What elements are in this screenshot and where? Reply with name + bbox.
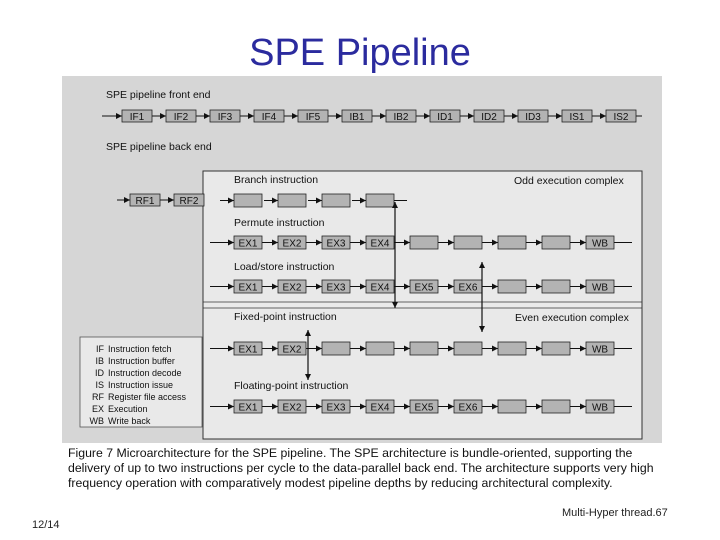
empty-stage	[366, 342, 394, 355]
stage-ex5-label: EX5	[414, 402, 434, 414]
stage-ex4-label: EX4	[370, 282, 390, 294]
stage-ex6-label: EX6	[458, 282, 478, 294]
legend-abbr-ex: EX	[91, 404, 104, 414]
legend-text-is: Instruction issue	[108, 380, 174, 390]
empty-stage	[454, 236, 482, 249]
stage-ex2-label: EX2	[282, 344, 302, 356]
empty-stage	[498, 236, 526, 249]
empty-stage	[542, 236, 570, 249]
slide-title: SPE Pipeline	[249, 32, 471, 74]
back-end-label: SPE pipeline back end	[106, 141, 212, 153]
front-arrow-head	[424, 113, 430, 119]
empty-stage	[498, 280, 526, 293]
pipeline-diagram	[62, 76, 662, 443]
branch-stage	[322, 194, 350, 207]
footer-label: Multi-Hyper thread.67	[562, 507, 668, 519]
empty-stage	[322, 342, 350, 355]
front-arrow-head	[248, 113, 254, 119]
front-stage-is1-label: IS1	[569, 112, 585, 123]
front-arrow-head	[380, 113, 386, 119]
front-stage-id1-label: ID1	[437, 112, 453, 123]
row-label-3: Fixed-point instruction	[234, 311, 337, 323]
legend-text-if: Instruction fetch	[108, 344, 172, 354]
front-arrow-head	[116, 113, 122, 119]
row-label-0: Branch instruction	[234, 174, 319, 186]
front-end-label: SPE pipeline front end	[106, 89, 211, 101]
front-arrow-head	[512, 113, 518, 119]
front-arrow-head	[600, 113, 606, 119]
legend-text-ib: Instruction buffer	[108, 356, 175, 366]
empty-stage	[542, 280, 570, 293]
front-stage-if2-label: IF2	[173, 112, 189, 123]
stage-wb-label: WB	[591, 402, 609, 414]
slide-number: 12/14	[32, 519, 60, 531]
rf-arrow-head	[124, 197, 130, 203]
front-arrow-head	[336, 113, 342, 119]
stage-ex5-label: EX5	[414, 282, 434, 294]
empty-stage	[542, 342, 570, 355]
front-stage-ib2-label: IB2	[393, 112, 409, 123]
stage-ex2-label: EX2	[282, 282, 302, 294]
stage-ex6-label: EX6	[458, 402, 478, 414]
rf-arrow-head	[168, 197, 174, 203]
pipeline-figure	[62, 76, 662, 443]
odd-complex-label: Odd execution complex	[514, 175, 624, 187]
front-arrow-head	[468, 113, 474, 119]
empty-stage	[498, 400, 526, 413]
back-end-panel	[203, 171, 642, 439]
legend-text-ex: Execution	[108, 404, 148, 414]
legend-abbr-is: IS	[95, 380, 104, 390]
stage-ex4-label: EX4	[370, 238, 390, 250]
rf-stage-rf2-label: RF2	[179, 196, 199, 207]
empty-stage	[410, 236, 438, 249]
even-complex-label: Even execution complex	[515, 312, 629, 324]
row-label-2: Load/store instruction	[234, 261, 335, 273]
legend-abbr-id: ID	[95, 368, 104, 378]
stage-wb-label: WB	[591, 238, 609, 250]
legend-abbr-rf: RF	[92, 392, 104, 402]
stage-ex3-label: EX3	[326, 402, 346, 414]
legend-text-id: Instruction decode	[108, 368, 182, 378]
stage-ex1-label: EX1	[238, 282, 258, 294]
figure-caption: Figure 7 Microarchitecture for the SPE pipeline. The SPE architecture is bundle-oriented, supporting the delivery of up to two instructions per cycle to the data-parallel back end. The architecture supports very high frequency operation with comparatively modest pipeline depths by reducing architectural complexity.	[68, 446, 654, 490]
stage-ex2-label: EX2	[282, 402, 302, 414]
empty-stage	[498, 342, 526, 355]
branch-stage	[234, 194, 262, 207]
stage-ex1-label: EX1	[238, 402, 258, 414]
row-label-4: Floating-point instruction	[234, 380, 349, 392]
row-label-1: Permute instruction	[234, 217, 325, 229]
legend-abbr-ib: IB	[95, 356, 104, 366]
front-stage-if3-label: IF3	[217, 112, 233, 123]
front-stage-ib1-label: IB1	[349, 112, 365, 123]
legend-text-wb: Write back	[108, 416, 151, 426]
legend-text-rf: Register file access	[108, 392, 187, 402]
stage-ex3-label: EX3	[326, 238, 346, 250]
empty-stage	[542, 400, 570, 413]
stage-ex1-label: EX1	[238, 344, 258, 356]
empty-stage	[454, 342, 482, 355]
front-stage-if4-label: IF4	[261, 112, 277, 123]
stage-wb-label: WB	[591, 344, 609, 356]
front-arrow-head	[160, 113, 166, 119]
front-stage-if5-label: IF5	[305, 112, 321, 123]
front-arrow-head	[556, 113, 562, 119]
front-stage-id3-label: ID3	[525, 112, 541, 123]
front-stage-is2-label: IS2	[613, 112, 629, 123]
front-stage-if1-label: IF1	[129, 112, 145, 123]
branch-stage	[366, 194, 394, 207]
empty-stage	[410, 342, 438, 355]
stage-ex4-label: EX4	[370, 402, 390, 414]
stage-ex2-label: EX2	[282, 238, 302, 250]
rf-stage-rf1-label: RF1	[135, 196, 155, 207]
stage-wb-label: WB	[591, 282, 609, 294]
branch-stage	[278, 194, 306, 207]
stage-ex3-label: EX3	[326, 282, 346, 294]
stage-ex1-label: EX1	[238, 238, 258, 250]
front-arrow-head	[204, 113, 210, 119]
front-stage-id2-label: ID2	[481, 112, 497, 123]
legend-abbr-wb: WB	[89, 416, 104, 426]
front-arrow-head	[292, 113, 298, 119]
legend-abbr-if: IF	[96, 344, 104, 354]
